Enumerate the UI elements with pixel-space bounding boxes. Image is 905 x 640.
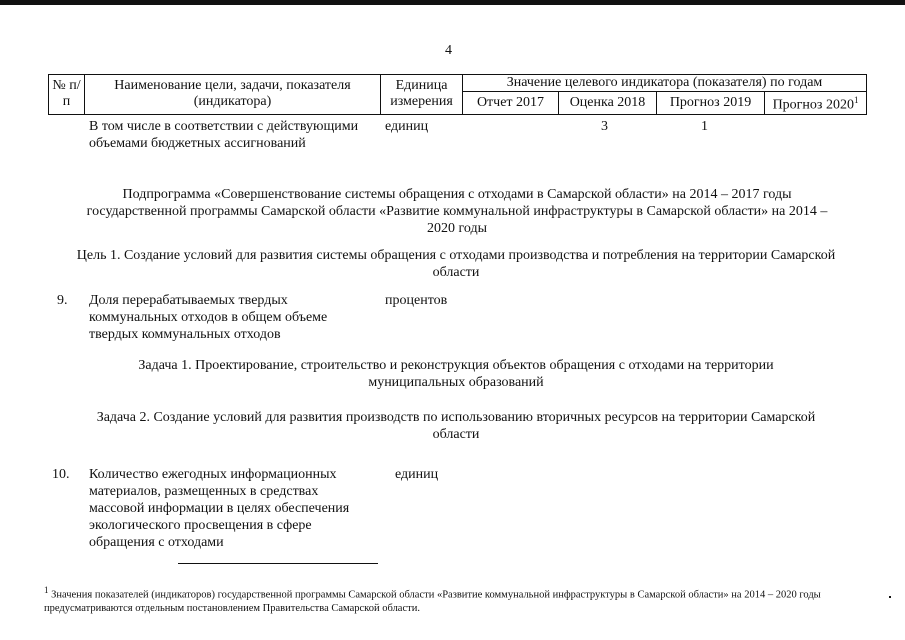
row-10-name: Количество ежегодных информационных материалов, размещенных в средствах массовой информации в целях обеспечения экологического просвещения в сфере обращения с отходами [89,467,350,550]
header-year-2017: Отчет 2017 [463,92,559,115]
top-border [0,0,905,5]
footnote [44,584,864,615]
task-1: Задача 1. Проектирование, строительство и реконструкция объектов обращения с отходами на территории муниципальных образований [138,358,774,390]
row-budget-name: В том числе в соответствии с действующими объемами бюджетных ассигнований [89,119,359,151]
row-9-num: 9. [57,293,68,308]
header-unit: Единица измерения [381,75,463,115]
footnote-text: Значения показателей (индикаторов) государственной программы Самарской области «Развитие коммунальной инфраструктуры в Самарской области» на 2014 – 2020 годы предусматриваются отдельным постановлением Правительства Самарской области. [44,589,821,614]
header-values-group: Значение целевого индикатора (показателя) по годам [463,75,867,92]
scan-speck [889,596,891,598]
row-budget-value-2018: 3 [601,119,608,134]
header-year-2018: Оценка 2018 [559,92,657,115]
header-year-2019: Прогноз 2019 [657,92,765,115]
row-9-unit: процентов [385,293,448,308]
subprogram-title: Подпрограмма «Совершенствование системы обращения с отходами в Самарской области» на 2014 – 2017 годы государственной программы Самарской области «Развитие коммунальной инфраструктуры в Самарской области» на 2014 – 2020 годы [86,187,828,236]
header-num: № п/п [49,75,85,115]
row-10-num: 10. [52,467,70,482]
row-budget-value-2019: 1 [701,119,708,134]
header-name: Наименование цели, задачи, показателя (индикатора) [85,75,381,115]
page-number: 4 [445,43,452,58]
header-year-2020: Прогноз 2020$^1$ [765,92,867,115]
table-header [48,74,867,115]
row-budget-unit: единиц [385,119,429,134]
row-10-unit: единиц [395,467,439,482]
header-footnote-mark: 1 [853,95,859,105]
goal-1: Цель 1. Создание условий для развития системы обращения с отходами производства и потребления на территории Самарской области [76,248,836,280]
footnote-mark: 1 [44,585,49,595]
row-9-name: Доля перерабатываемых твердых коммунальных отходов в общем объеме твердых коммунальных отходов [89,293,328,342]
footnote-divider [178,563,378,564]
task-2: Задача 2. Создание условий для развития производств по использованию вторичных ресурсов на территории Самарской области [96,410,816,442]
